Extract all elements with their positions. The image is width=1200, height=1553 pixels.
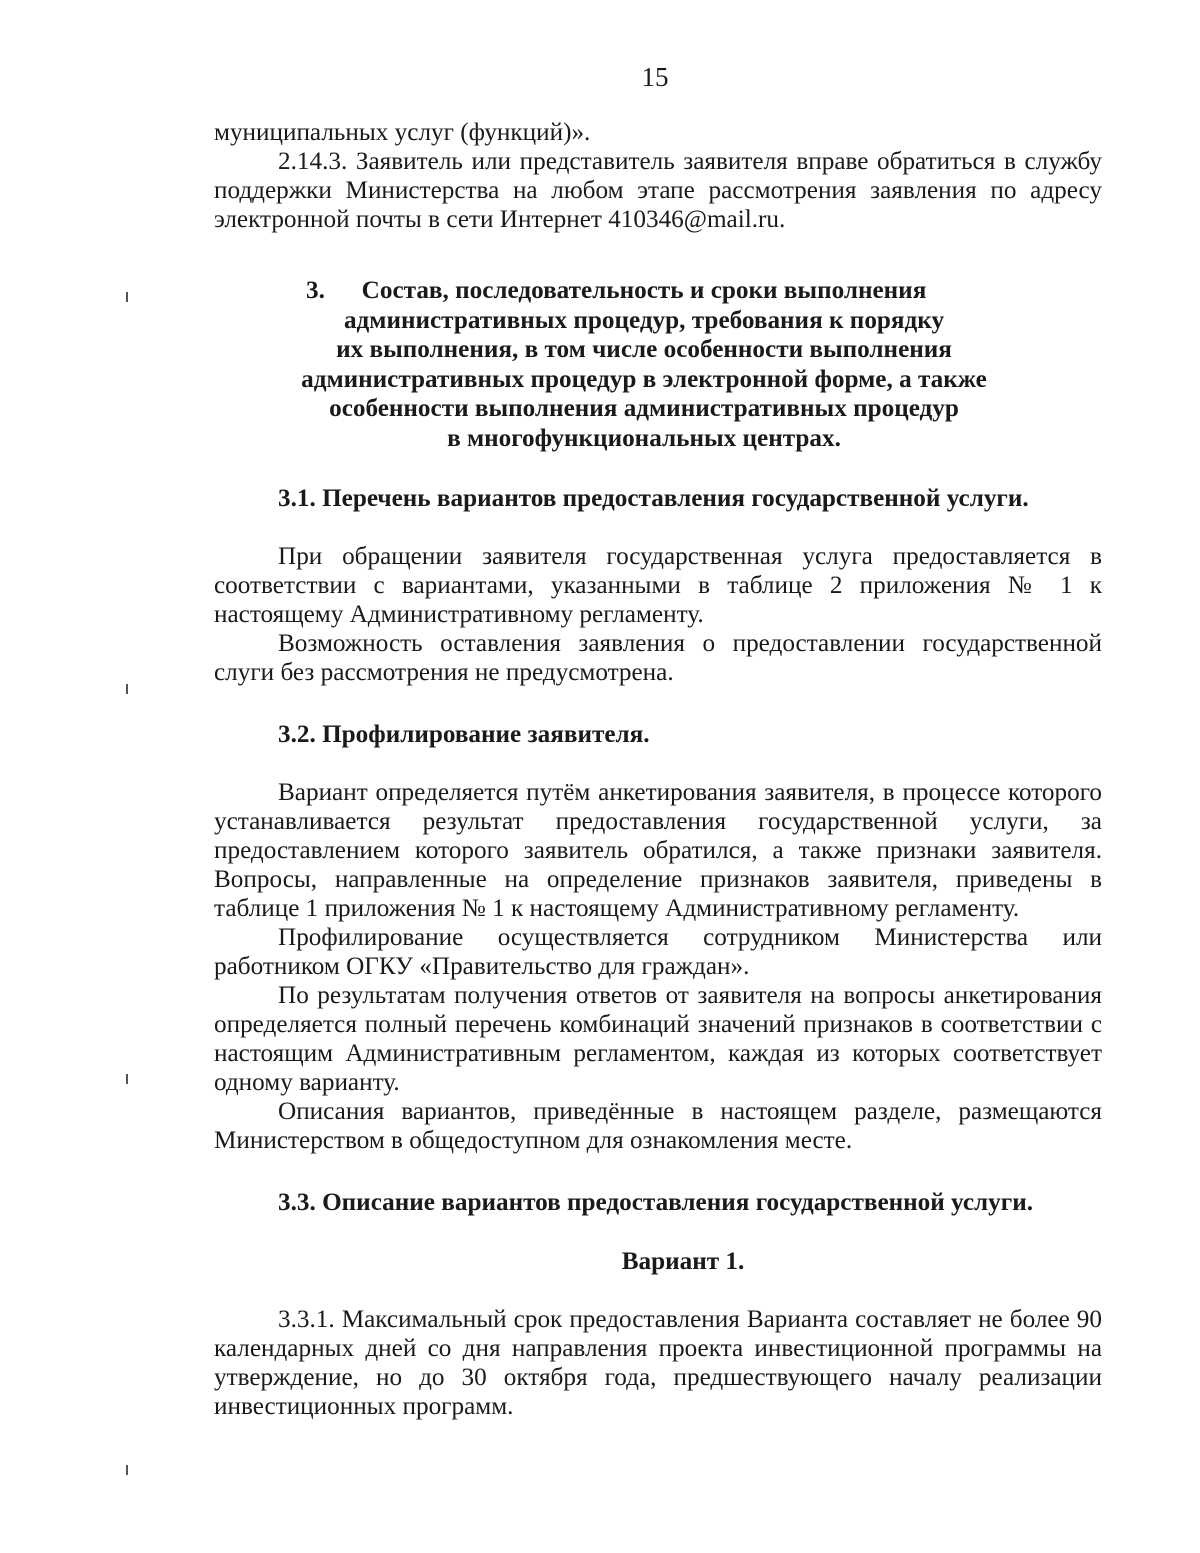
subsection-3-2-title: 3.2. Профилирование заявителя. <box>278 720 650 748</box>
section-3-title-line: Состав, последовательность и сроки выполнения <box>361 277 927 304</box>
margin-mark <box>126 1465 128 1475</box>
subsection-3-3-title: 3.3. Описание вариантов предоставления государственной услуги. <box>278 1188 1034 1216</box>
section-3-heading <box>214 276 1102 454</box>
subsection-3-2-paragraph: По результатам получения ответов от заявителя на вопросы анкетирования определяется полный перечень комбинаций значений признаков в соответствии с настоящим Административным регламентом, каждая из которых соответствует одному варианту. <box>214 981 1102 1096</box>
subsection-3-2-paragraph: Описания вариантов, приведённые в настоящем разделе, размещаются Министерством в общедоступном для ознакомления месте. <box>214 1097 1102 1154</box>
section-3-title-line: их выполнения, в том числе особенности выполнения <box>336 336 952 364</box>
subsection-3-3-1-paragraph: 3.3.1. Максимальный срок предоставления Варианта составляет не более 90 календарных дней со дня направления проекта инвестиционной программы на утверждение, но до 30 октября года, предшествующего началу реализации инвестиционных программ. <box>214 1305 1102 1420</box>
subsection-3-1-paragraph: Возможность оставления заявления о предоставлении государственной слуги без рассмотрения не предусмотрена. <box>214 629 1102 686</box>
section-3-title-line: в многофункциональных центрах. <box>447 424 841 452</box>
margin-mark <box>126 292 128 302</box>
margin-mark <box>126 684 128 694</box>
section-3-title-line: особенности выполнения административных процедур <box>329 395 959 423</box>
section-3-title-line: административных процедур в электронной форме, а также <box>301 365 987 393</box>
variant-1-title: Вариант 1. <box>621 1247 745 1275</box>
section-3-number: 3. <box>306 277 325 304</box>
document-body <box>214 118 1102 1421</box>
margin-mark <box>126 1074 128 1084</box>
subsection-3-1-paragraph: При обращении заявителя государственная услуга предоставляется в соответствии с вариантами, указанными в таблице 2 приложения № 1 к настоящему Административному регламенту. <box>214 542 1102 628</box>
subsection-3-2-paragraph: Профилирование осуществляется сотрудником Министерства или работником ОГКУ «Правительство для граждан». <box>214 923 1102 980</box>
subsection-3-2-paragraph: Вариант определяется путём анкетирования заявителя, в процессе которого устанавливается результат предоставления государственной услуги, за предоставлением которого заявитель обратился, а также признаки заявителя. Вопросы, направленные на определение признаков заявителя, приведены в таблице 1 приложения № 1 к настоящему Административному регламенту. <box>214 778 1102 922</box>
paragraph-2-14-3: 2.14.3. Заявитель или представитель заявителя вправе обратиться в службу поддержки Министерства на любом этапе рассмотрения заявления по адресу электронной почты в сети Интернет 410346@mail.ru. <box>214 148 1102 233</box>
paragraph-continuation: муниципальных услуг (функций)». <box>214 119 591 146</box>
section-3-title-line: административных процедур, требования к порядку <box>343 306 945 334</box>
page-number: 15 <box>641 62 669 92</box>
subsection-3-1-title: 3.1. Перечень вариантов предоставления государственной услуги. <box>278 484 1029 512</box>
